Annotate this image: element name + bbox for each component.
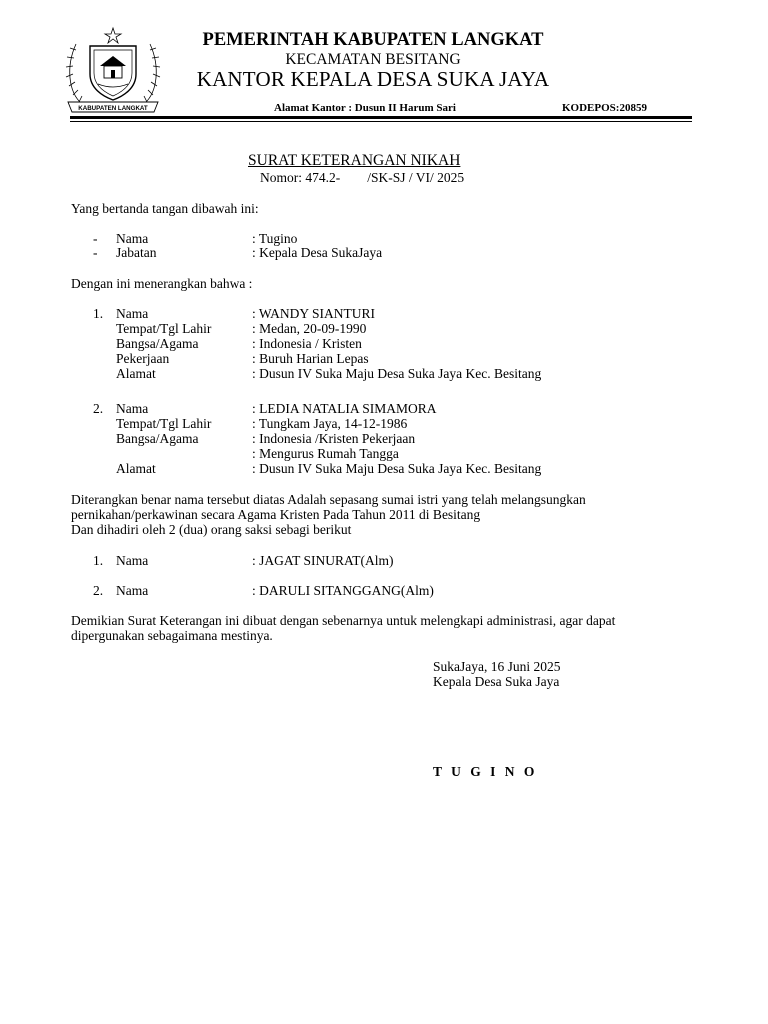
list-bullet: - [93,231,98,246]
letter-number: Nomor: 474.2- /SK-SJ / VI/ 2025 [260,170,465,185]
emblem-banner-text: KABUPATEN LANGKAT [78,105,148,112]
field-label: Bangsa/Agama [116,336,199,351]
field-label: Jabatan [116,245,157,260]
field-value: : Indonesia / Kristen [252,336,362,351]
signer-position: Kepala Desa Suka Jaya [433,674,560,689]
statement-line: pernikahan/perkawinan secara Agama Kristen Pada Tahun 2011 di Besitang [71,507,481,522]
witness-number: 2. [93,583,104,598]
field-value: : Tungkam Jaya, 14-12-1986 [252,416,408,431]
witness-number: 1. [93,553,104,568]
intro-text: Yang bertanda tangan dibawah ini: [71,201,259,216]
field-value: : Dusun IV Suka Maju Desa Suka Jaya Kec. Besitang [252,366,542,381]
office-address: Alamat Kantor : Dusun II Harum Sari [274,102,456,114]
field-label: Bangsa/Agama [116,431,199,446]
list-bullet: - [93,245,98,260]
field-value: : Kepala Desa SukaJaya [252,245,383,260]
field-label: Nama [116,231,149,246]
header-rule-thin [70,121,692,122]
field-label: Tempat/Tgl Lahir [116,321,212,336]
person-number: 1. [93,306,104,321]
field-label: Nama [116,553,149,568]
government-name: PEMERINTAH KABUPATEN LANGKAT [202,30,544,50]
kabupaten-langkat-emblem [60,26,166,116]
field-value: : JAGAT SINURAT(Alm) [252,553,394,568]
declare-text: Dengan ini menerangkan bahwa : [71,276,253,291]
statement-line: Diterangkan benar nama tersebut diatas Adalah sepasang sumai istri yang telah melangsungkan [71,492,586,507]
closing-line: Demikian Surat Keterangan ini dibuat dengan sebenarnya untuk melengkapi administrasi, agar dapat [71,613,616,628]
postal-code: KODEPOS:20859 [562,102,647,114]
field-value: : WANDY SIANTURI [252,306,375,321]
field-value: : Medan, 20-09-1990 [252,321,367,336]
office-name: KANTOR KEPALA DESA SUKA JAYA [196,67,550,91]
field-label: Pekerjaan [116,351,170,366]
field-value: : LEDIA NATALIA SIMAMORA [252,401,437,416]
person-number: 2. [93,401,104,416]
field-label: Alamat [116,461,156,476]
field-value: : Mengurus Rumah Tangga [252,446,399,461]
field-value: : DARULI SITANGGANG(Alm) [252,583,434,598]
field-value: : Dusun IV Suka Maju Desa Suka Jaya Kec. Besitang [252,461,542,476]
field-value: : Tugino [252,231,298,246]
closing-line: dipergunakan sebagaimana mestinya. [71,628,273,643]
letter-title: SURAT KETERANGAN NIKAH [248,152,461,169]
signatory-name: T U G I N O [433,764,538,779]
field-value: : Indonesia /Kristen Pekerjaan [252,431,416,446]
place-date: SukaJaya, 16 Juni 2025 [433,659,561,674]
statement-line: Dan dihadiri oleh 2 (dua) orang saksi sebagi berikut [71,522,352,537]
field-value: : Buruh Harian Lepas [252,351,369,366]
field-label: Nama [116,401,149,416]
field-label: Nama [116,306,149,321]
district-name: KECAMATAN BESITANG [285,51,461,68]
field-label: Nama [116,583,149,598]
header-rule-thick [70,116,692,119]
field-label: Tempat/Tgl Lahir [116,416,212,431]
field-label: Alamat [116,366,156,381]
